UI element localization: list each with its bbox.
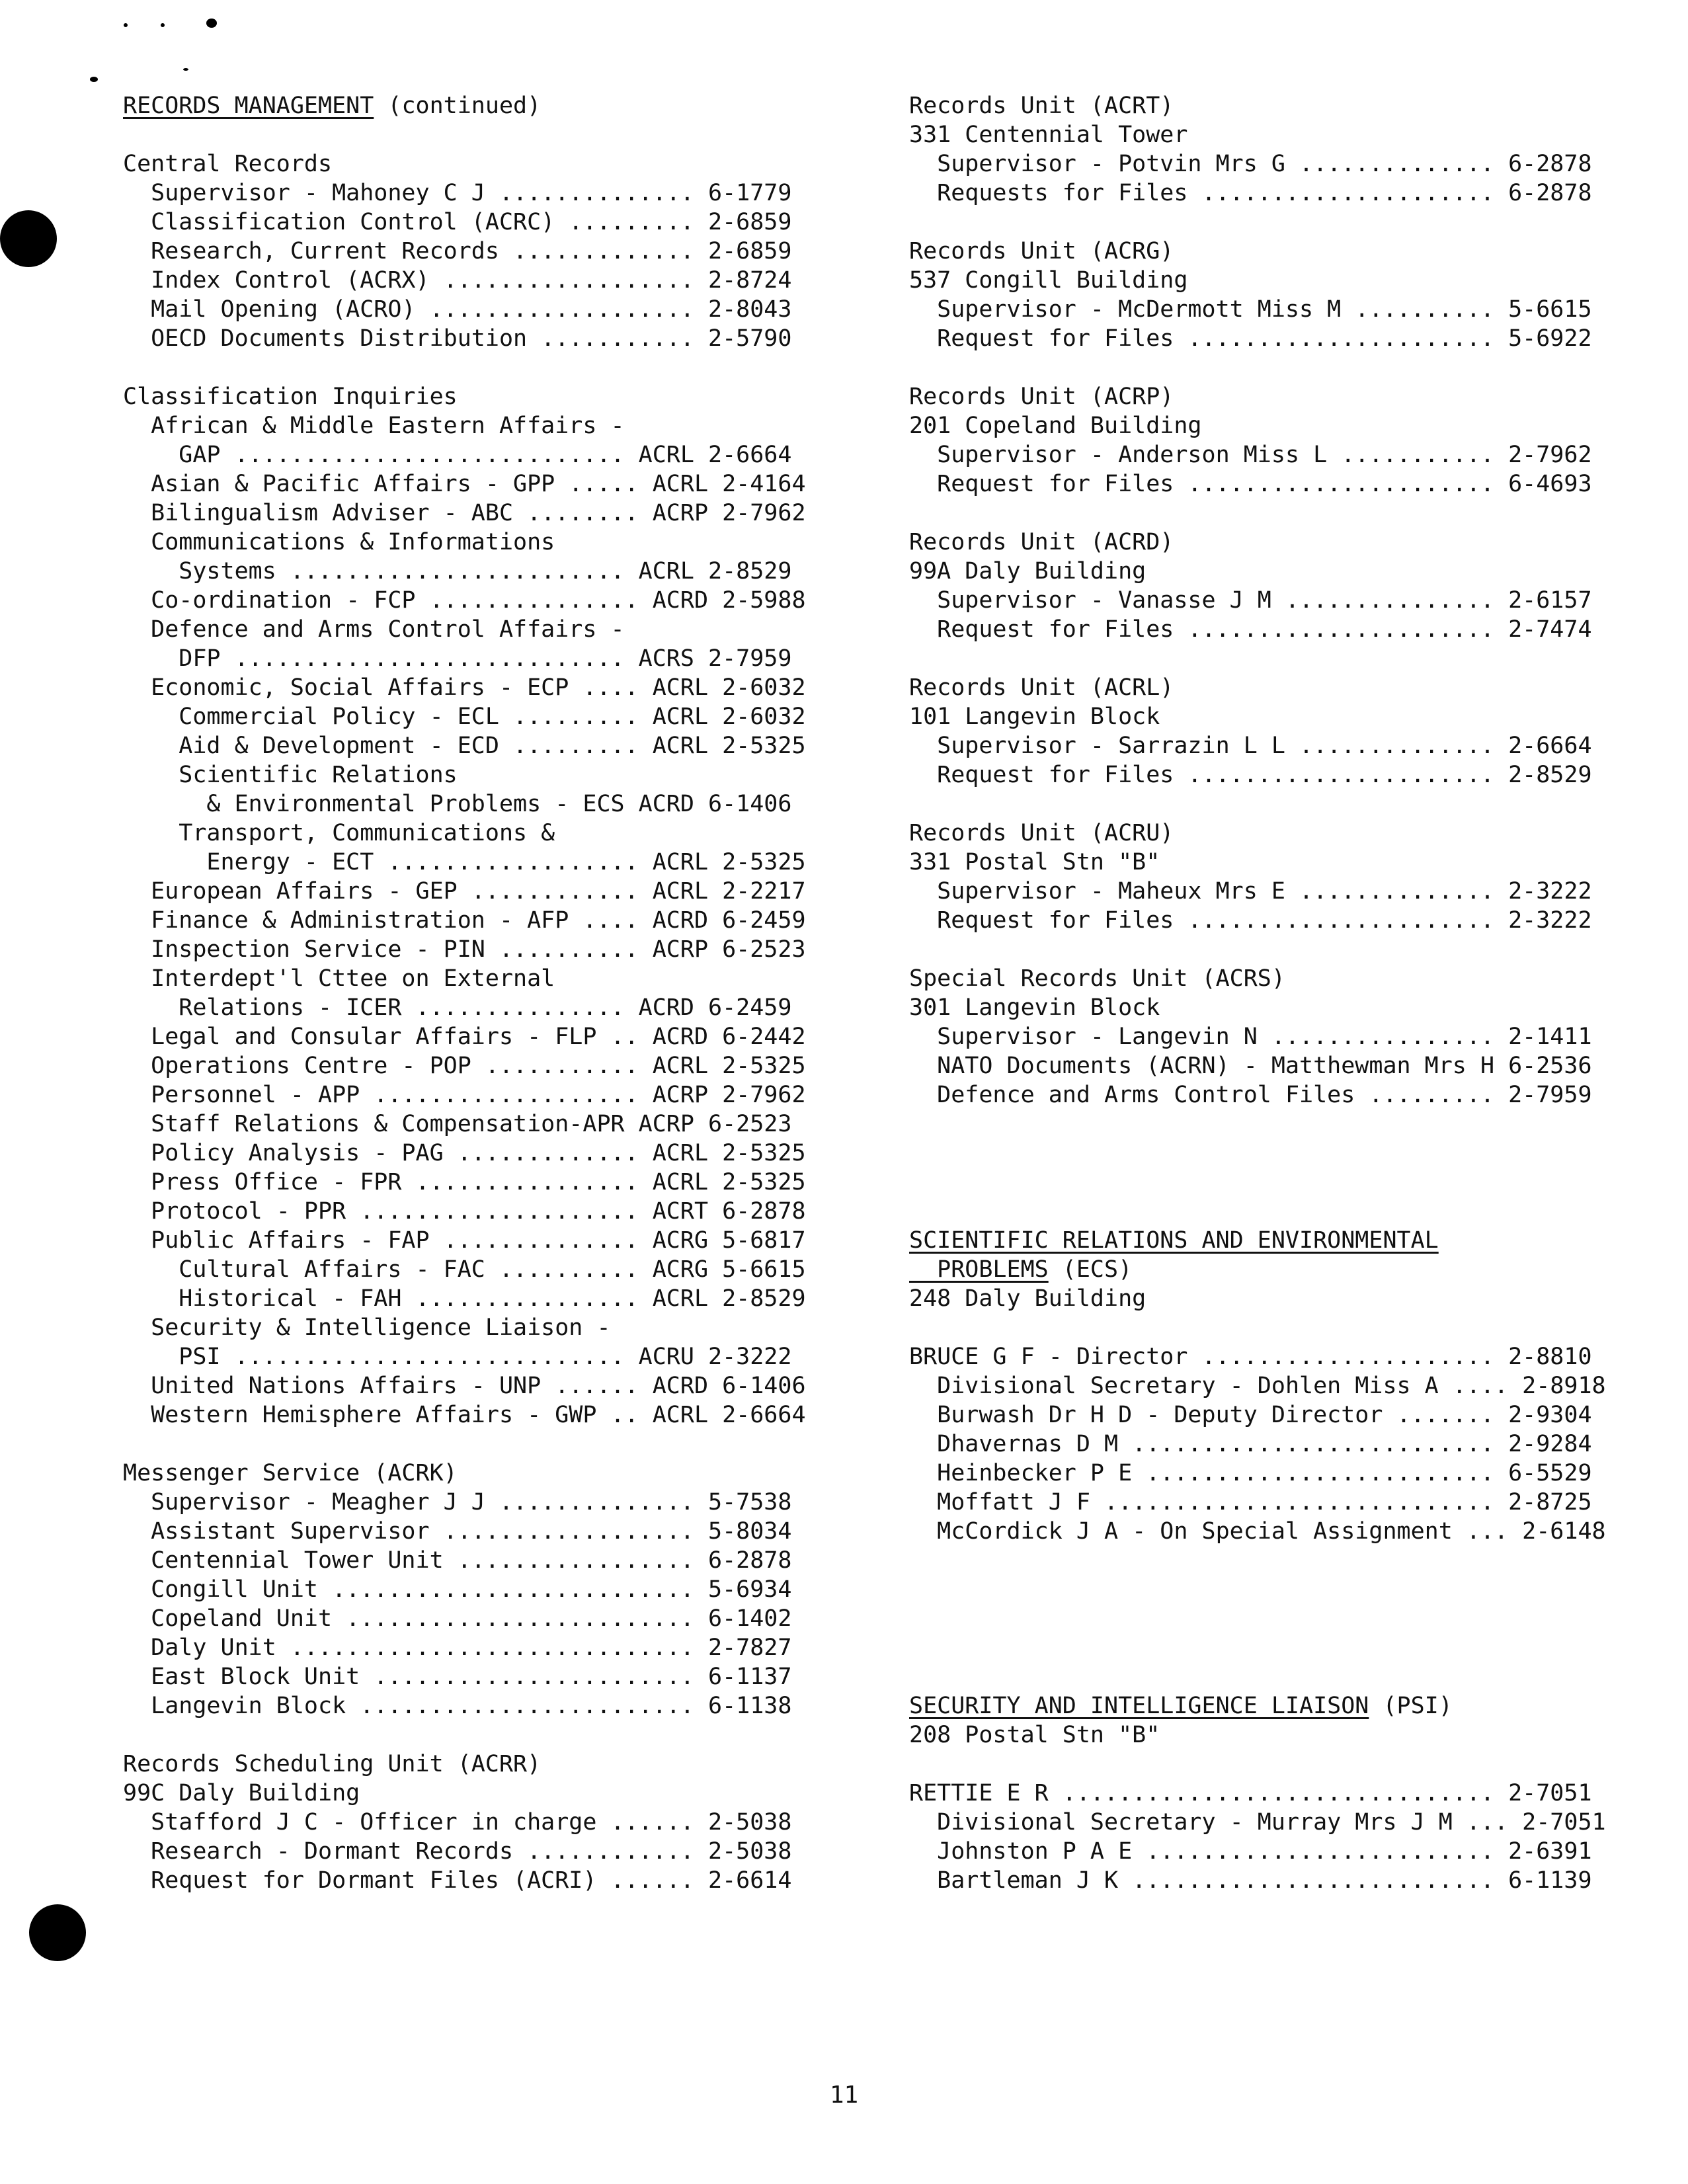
directory-line [123, 789, 837, 819]
line-text: Request for Dormant Files (ACRI) ...... 2-6614 [123, 1867, 792, 1894]
directory-line [123, 499, 837, 528]
heading-suffix: (ECS) [1048, 1256, 1133, 1283]
blank-line [909, 644, 1643, 673]
directory-line [123, 1342, 837, 1371]
directory-line [123, 586, 837, 615]
line-text: Security & Intelligence Liaison - [123, 1314, 611, 1341]
line-text: 331 Centennial Tower [909, 122, 1188, 148]
blank-line [909, 499, 1643, 528]
directory-line [123, 1284, 837, 1313]
directory-line [909, 1808, 1643, 1837]
blank-line [909, 208, 1643, 237]
directory-line [123, 1110, 837, 1139]
line-text: Records Unit (ACRG) [909, 238, 1174, 264]
line-text: Communications & Informations [123, 529, 555, 555]
line-text: Messenger Service (ACRK) [123, 1460, 458, 1486]
directory-line [909, 440, 1643, 469]
directory-line [909, 993, 1643, 1022]
line-text: Classification Inquiries [123, 384, 458, 410]
line-text: Centennial Tower Unit ................. 6-2878 [123, 1547, 792, 1574]
scan-speck [183, 68, 188, 71]
binder-hole-bottom [29, 1904, 86, 1961]
directory-line [909, 906, 1643, 935]
line-text: Central Records [123, 151, 333, 177]
directory-line [909, 1837, 1643, 1866]
line-text: Supervisor - Langevin N ................ 2-1411 [909, 1024, 1592, 1050]
directory-line [123, 411, 837, 440]
directory-line [909, 964, 1643, 993]
binder-hole-top [0, 210, 57, 267]
line-text: Dhavernas D M .......................... 2-9284 [909, 1431, 1592, 1457]
directory-line [123, 1575, 837, 1604]
directory-line [123, 1255, 837, 1284]
line-text: African & Middle Eastern Affairs - [123, 413, 625, 439]
line-text: 301 Langevin Block [909, 994, 1160, 1021]
line-text: McCordick J A - On Special Assignment ... 2-6148 [909, 1518, 1606, 1545]
directory-line [123, 1488, 837, 1517]
blank-line [909, 789, 1643, 819]
directory-line [123, 935, 837, 964]
line-text: RETTIE E R ............................... 2-7051 [909, 1780, 1592, 1806]
line-text: DFP ............................ ACRS 2-7959 [123, 645, 792, 672]
directory-line [909, 1080, 1643, 1110]
line-text: Heinbecker P E ......................... 6-5529 [909, 1460, 1592, 1486]
directory-line [123, 1866, 837, 1895]
directory-line [909, 848, 1643, 877]
directory-line [123, 1517, 837, 1546]
directory-line [123, 1750, 837, 1779]
blank-line [909, 1168, 1643, 1197]
line-text: & Environmental Problems - ECS ACRD 6-1406 [123, 791, 792, 817]
line-text: Cultural Affairs - FAC .......... ACRG 5-6615 [123, 1256, 806, 1283]
directory-line [123, 382, 837, 411]
line-text: Supervisor - Mahoney C J .............. 6-1779 [123, 180, 792, 206]
blank-line [909, 1110, 1643, 1139]
scan-speck [161, 23, 165, 27]
directory-line [123, 877, 837, 906]
line-text: Western Hemisphere Affairs - GWP .. ACRL 2-6664 [123, 1402, 806, 1428]
directory-line [909, 586, 1643, 615]
line-text: Defence and Arms Control Affairs - [123, 616, 625, 643]
line-text: 248 Daly Building [909, 1285, 1146, 1312]
line-text: United Nations Affairs - UNP ...... ACRD 6-1406 [123, 1373, 806, 1399]
directory-line [123, 760, 837, 789]
page-number: 11 [829, 2082, 859, 2109]
line-text: Transport, Communications & [123, 820, 555, 846]
directory-line [123, 1662, 837, 1691]
directory-line [123, 1022, 837, 1051]
line-text: Assistant Supervisor .................. 5-8034 [123, 1518, 792, 1545]
directory-line [123, 993, 837, 1022]
directory-line [123, 1400, 837, 1430]
line-text: Commercial Policy - ECL ......... ACRL 2-6032 [123, 704, 806, 730]
directory-line [909, 324, 1643, 353]
directory-line [123, 644, 837, 673]
blank-line [123, 120, 837, 149]
line-text: Request for Files ...................... 6-4693 [909, 471, 1592, 497]
line-text: 101 Langevin Block [909, 704, 1160, 730]
directory-line [909, 382, 1643, 411]
directory-line [909, 179, 1643, 208]
blank-line [909, 1633, 1643, 1662]
line-text: Congill Unit .......................... 5-6934 [123, 1576, 792, 1603]
line-text: Request for Files ...................... 2-3222 [909, 907, 1592, 934]
directory-line [123, 964, 837, 993]
line-text: Request for Files ...................... 2-7474 [909, 616, 1592, 643]
line-text: Records Unit (ACRT) [909, 93, 1174, 119]
line-text: Defence and Arms Control Files ......... 2-7959 [909, 1082, 1592, 1108]
line-text: 208 Postal Stn "B" [909, 1722, 1160, 1748]
line-text: Request for Files ...................... 2-8529 [909, 762, 1592, 788]
line-text: European Affairs - GEP ............ ACRL 2-2217 [123, 878, 806, 905]
heading-text: SECURITY AND INTELLIGENCE LIAISON [909, 1693, 1369, 1719]
line-text: 201 Copeland Building [909, 413, 1202, 439]
directory-line [909, 1022, 1643, 1051]
directory-line [909, 295, 1643, 324]
blank-line [909, 1575, 1643, 1604]
line-text: Records Unit (ACRD) [909, 529, 1174, 555]
line-text: Systems ........................ ACRL 2-8529 [123, 558, 792, 585]
directory-line [909, 237, 1643, 266]
line-text: Relations - ICER ............... ACRD 6-2459 [123, 994, 792, 1021]
directory-line [909, 1488, 1643, 1517]
scan-speck [90, 77, 98, 82]
line-text: Records Unit (ACRL) [909, 674, 1174, 701]
directory-line [123, 1691, 837, 1720]
line-text: 99C Daly Building [123, 1780, 360, 1806]
directory-line [909, 528, 1643, 557]
line-text: Supervisor - McDermott Miss M .......... 5-6615 [909, 296, 1592, 323]
directory-line [909, 120, 1643, 149]
blank-line [909, 1197, 1643, 1226]
directory-line [909, 731, 1643, 760]
directory-line [909, 760, 1643, 789]
directory-line [909, 266, 1643, 295]
directory-line [909, 673, 1643, 702]
line-text: Records Unit (ACRP) [909, 384, 1174, 410]
directory-line [123, 1459, 837, 1488]
line-text: Energy - ECT .................. ACRL 2-5325 [123, 849, 806, 875]
line-text: Legal and Consular Affairs - FLP .. ACRD 6-2442 [123, 1024, 806, 1050]
blank-line [909, 353, 1643, 382]
directory-line [909, 1430, 1643, 1459]
section-heading [909, 1255, 1643, 1284]
line-text: Supervisor - Sarrazin L L .............. 2-6664 [909, 733, 1592, 759]
directory-line [123, 1051, 837, 1080]
directory-line [123, 1226, 837, 1255]
blank-line [909, 1604, 1643, 1633]
heading-text: SCIENTIFIC RELATIONS AND ENVIRONMENTAL [909, 1227, 1439, 1254]
directory-line [123, 149, 837, 179]
directory-line [123, 1139, 837, 1168]
line-text: Divisional Secretary - Dohlen Miss A .... 2-8918 [909, 1373, 1606, 1399]
line-text: BRUCE G F - Director ..................... 2-8810 [909, 1344, 1592, 1370]
directory-line [123, 1808, 837, 1837]
line-text: Daly Unit ............................. 2-7827 [123, 1635, 792, 1661]
directory-line [909, 149, 1643, 179]
directory-line [123, 179, 837, 208]
directory-line [123, 324, 837, 353]
blank-line [123, 353, 837, 382]
line-text: GAP ............................ ACRL 2-6664 [123, 442, 792, 468]
line-text: Bartleman J K .......................... 6-1139 [909, 1867, 1592, 1894]
line-text: 99A Daly Building [909, 558, 1146, 585]
left-column [123, 91, 837, 1895]
directory-line [123, 1779, 837, 1808]
line-text: NATO Documents (ACRN) - Matthewman Mrs H 6-2536 [909, 1053, 1592, 1079]
directory-line [909, 1400, 1643, 1430]
line-text: Finance & Administration - AFP .... ACRD 6-2459 [123, 907, 806, 934]
line-text: Interdept'l Cttee on External [123, 965, 555, 992]
directory-line [123, 1837, 837, 1866]
blank-line [909, 1662, 1643, 1691]
line-text: Langevin Block ........................ 6-1138 [123, 1693, 792, 1719]
directory-line [909, 1459, 1643, 1488]
line-text: Records Unit (ACRU) [909, 820, 1174, 846]
blank-line [909, 935, 1643, 964]
line-text: Research - Dormant Records ............ 2-5038 [123, 1838, 792, 1865]
line-text: Request for Files ...................... 5-6922 [909, 325, 1592, 352]
line-text: Johnston P A E ......................... 2-6391 [909, 1838, 1592, 1865]
directory-line [909, 1342, 1643, 1371]
directory-line [123, 1313, 837, 1342]
directory-line [909, 615, 1643, 644]
line-text: Mail Opening (ACRO) ................... 2-8043 [123, 296, 792, 323]
directory-line [123, 528, 837, 557]
directory-line [123, 1197, 837, 1226]
line-text: Research, Current Records ............. 2-6859 [123, 238, 792, 264]
directory-line [909, 1866, 1643, 1895]
directory-line [123, 266, 837, 295]
line-text: Supervisor - Potvin Mrs G .............. 6-2878 [909, 151, 1592, 177]
directory-line [123, 1371, 837, 1400]
line-text: Classification Control (ACRC) ......... 2-6859 [123, 209, 792, 235]
heading-suffix: (continued) [374, 93, 542, 119]
line-text: Public Affairs - FAP .............. ACRG 5-6817 [123, 1227, 806, 1254]
line-text: 537 Congill Building [909, 267, 1188, 294]
line-text: Economic, Social Affairs - ECP .... ACRL 2-6032 [123, 674, 806, 701]
line-text: Bilingualism Adviser - ABC ........ ACRP 2-7962 [123, 500, 806, 526]
line-text: PSI ............................ ACRU 2-3222 [123, 1344, 792, 1370]
directory-line [909, 557, 1643, 586]
line-text: Protocol - PPR .................... ACRT 6-2878 [123, 1198, 806, 1225]
line-text: Supervisor - Meagher J J .............. 5-7538 [123, 1489, 792, 1516]
line-text: Records Scheduling Unit (ACRR) [123, 1751, 542, 1777]
line-text: Supervisor - Vanasse J M ............... 2-6157 [909, 587, 1592, 614]
line-text: Press Office - FPR ................ ACRL 2-5325 [123, 1169, 806, 1195]
line-text: Personnel - APP ................... ACRP 2-7962 [123, 1082, 806, 1108]
directory-line [909, 1517, 1643, 1546]
line-text: Special Records Unit (ACRS) [909, 965, 1285, 992]
directory-line [909, 819, 1643, 848]
line-text: Burwash Dr H D - Deputy Director ....... 2-9304 [909, 1402, 1592, 1428]
directory-line [123, 1080, 837, 1110]
line-text: Scientific Relations [123, 762, 458, 788]
heading-text: PROBLEMS [909, 1256, 1049, 1283]
line-text: Copeland Unit ......................... 6-1402 [123, 1605, 792, 1632]
scan-speck [124, 23, 128, 27]
directory-line [123, 469, 837, 499]
line-text: Aid & Development - ECD ......... ACRL 2-5325 [123, 733, 806, 759]
directory-line [909, 1051, 1643, 1080]
directory-line [123, 731, 837, 760]
directory-line [123, 673, 837, 702]
blank-line [123, 1720, 837, 1750]
line-text: OECD Documents Distribution ........... 2-5790 [123, 325, 792, 352]
directory-line [909, 1720, 1643, 1750]
directory-line [123, 1168, 837, 1197]
directory-line [909, 469, 1643, 499]
line-text: Stafford J C - Officer in charge ...... 2-5038 [123, 1809, 792, 1836]
scan-speck [206, 19, 217, 28]
directory-line [909, 1284, 1643, 1313]
blank-line [909, 1546, 1643, 1575]
directory-line [123, 615, 837, 644]
directory-line [123, 702, 837, 731]
line-text: Divisional Secretary - Murray Mrs J M ... 2-7051 [909, 1809, 1606, 1836]
line-text: Policy Analysis - PAG ............. ACRL 2-5325 [123, 1140, 806, 1166]
blank-line [909, 1750, 1643, 1779]
directory-line [909, 1371, 1643, 1400]
directory-line [909, 411, 1643, 440]
line-text: Index Control (ACRX) .................. 2-8724 [123, 267, 792, 294]
blank-line [909, 1313, 1643, 1342]
line-text: 331 Postal Stn "B" [909, 849, 1160, 875]
directory-line [123, 848, 837, 877]
line-text: Supervisor - Maheux Mrs E .............. 2-3222 [909, 878, 1592, 905]
directory-line [123, 208, 837, 237]
directory-line [123, 440, 837, 469]
blank-line [123, 1430, 837, 1459]
directory-line [909, 702, 1643, 731]
directory-line [123, 1633, 837, 1662]
directory-line [123, 819, 837, 848]
section-heading [909, 1226, 1643, 1255]
line-text: Supervisor - Anderson Miss L ........... 2-7962 [909, 442, 1592, 468]
line-text: Inspection Service - PIN .......... ACRP 6-2523 [123, 936, 806, 963]
directory-line [909, 877, 1643, 906]
line-text: Operations Centre - POP ........... ACRL 2-5325 [123, 1053, 806, 1079]
line-text: Historical - FAH ................ ACRL 2-8529 [123, 1285, 806, 1312]
blank-line [909, 1139, 1643, 1168]
directory-line [123, 557, 837, 586]
right-column [909, 91, 1643, 1895]
line-text: East Block Unit ....................... 6-1137 [123, 1664, 792, 1690]
heading-suffix: (PSI) [1369, 1693, 1453, 1719]
heading-text: RECORDS MANAGEMENT [123, 93, 374, 119]
directory-line [123, 237, 837, 266]
directory-line [123, 1604, 837, 1633]
directory-line [123, 1546, 837, 1575]
directory-line [123, 906, 837, 935]
directory-line [909, 91, 1643, 120]
line-text: Co-ordination - FCP ............... ACRD 2-5988 [123, 587, 806, 614]
section-heading [909, 1691, 1643, 1720]
line-text: Moffatt J F ............................ 2-8725 [909, 1489, 1592, 1516]
directory-line [909, 1779, 1643, 1808]
directory-line [123, 295, 837, 324]
line-text: Asian & Pacific Affairs - GPP ..... ACRL 2-4164 [123, 471, 806, 497]
line-text: Staff Relations & Compensation-APR ACRP 6-2523 [123, 1111, 792, 1137]
line-text: Requests for Files ..................... 6-2878 [909, 180, 1592, 206]
section-heading [123, 91, 837, 120]
